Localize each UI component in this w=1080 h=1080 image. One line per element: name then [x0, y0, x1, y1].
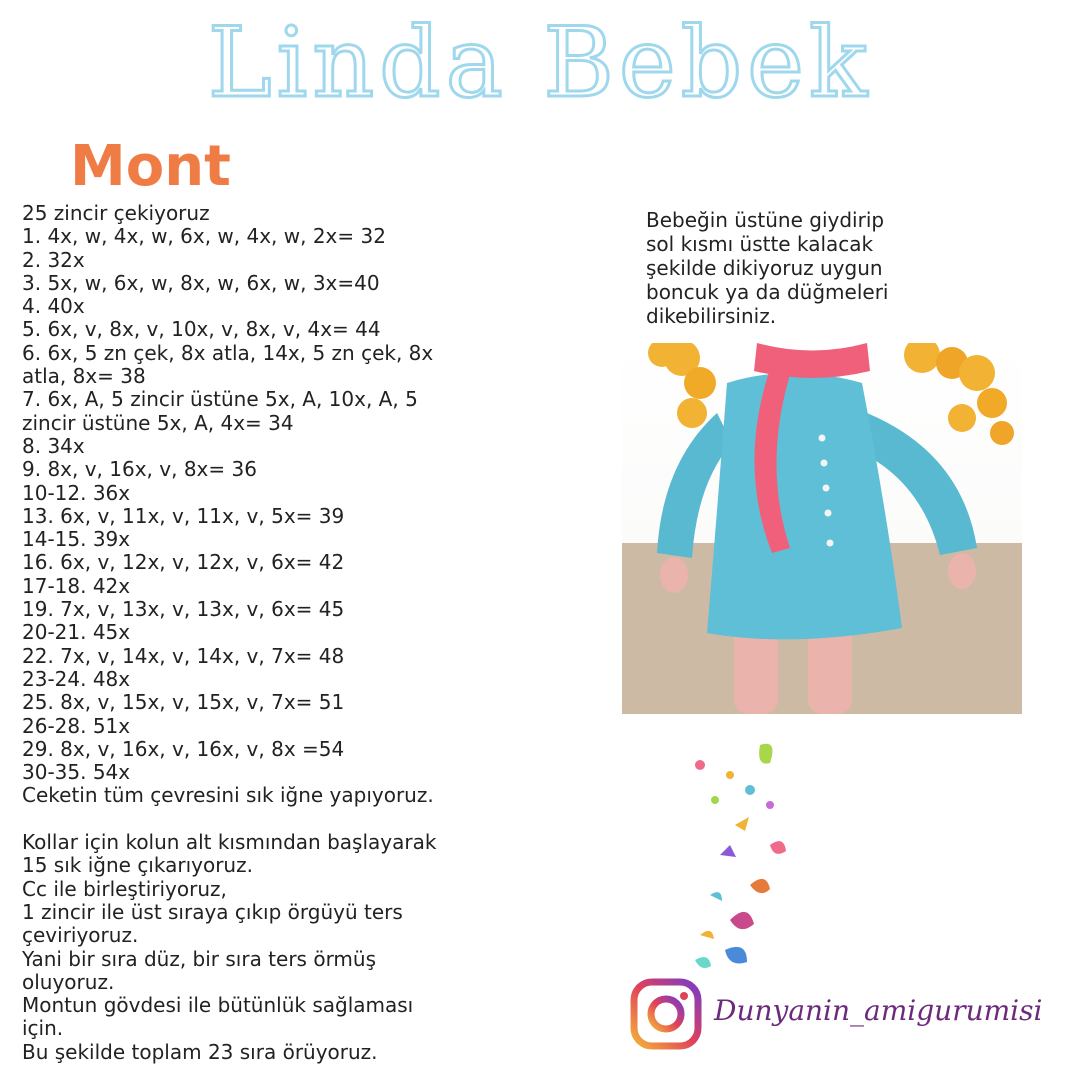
doll-photo [622, 343, 1022, 714]
instruction-line: 2. 32x [22, 247, 85, 272]
instruction-line: 10-12. 36x [22, 480, 131, 505]
side-note [646, 208, 1006, 328]
hair-right [904, 343, 1014, 445]
instruction-line: 3. 5x, w, 6x, w, 8x, w, 6x, w, 3x=40 [22, 270, 380, 295]
side-note-line: Bebeğin üstüne giydirip [646, 208, 885, 232]
coat [707, 373, 902, 639]
instruction-line: Ceketin tüm çevresini sık iğne yapıyoruz. [22, 783, 434, 808]
instruction-line: oluyoruz. [22, 969, 115, 994]
instruction-line: 16. 6x, v, 12x, v, 12x, v, 6x= 42 [22, 550, 345, 575]
instruction-line: 30-35. 54x [22, 760, 131, 785]
instruction-line: 8. 34x [22, 433, 85, 458]
instruction-line: için. [22, 1016, 64, 1041]
side-note-line: sol kısmı üstte kalacak [646, 232, 874, 256]
watermark-text: Dunyanin_amigurumisi [714, 994, 1043, 1027]
instruction-line: 5. 6x, v, 8x, v, 10x, v, 8x, v, 4x= 44 [22, 317, 381, 342]
instruction-line: zincir üstüne 5x, A, 4x= 34 [22, 410, 294, 435]
hand-right [948, 553, 976, 589]
instruction-line: 23-24. 48x [22, 666, 131, 691]
instruction-line: atla, 8x= 38 [22, 364, 146, 389]
instruction-line: 17-18. 42x [22, 573, 131, 598]
instruction-line: 9. 8x, v, 16x, v, 8x= 36 [22, 457, 257, 482]
instruction-line: 19. 7x, v, 13x, v, 13x, v, 6x= 45 [22, 597, 345, 622]
instruction-line: 1. 4x, w, 4x, w, 6x, w, 4x, w, 2x= 32 [22, 224, 386, 249]
side-note-line: boncuk ya da düğmeleri [646, 280, 889, 304]
instruction-line: 25. 8x, v, 15x, v, 15x, v, 7x= 51 [22, 690, 345, 715]
instruction-line: 1 zincir ile üst sıraya çıkıp örgüyü ters [22, 899, 403, 924]
instruction-line: 22. 7x, v, 14x, v, 14x, v, 7x= 48 [22, 643, 345, 668]
instruction-line: 26-28. 51x [22, 713, 131, 738]
instruction-line: Bu şekilde toplam 23 sıra örüyoruz. [22, 1039, 378, 1064]
instruction-line: Cc ile birleştiriyoruz, [22, 876, 227, 901]
instagram-icon [628, 976, 708, 1056]
instruction-list [22, 202, 622, 1064]
instruction-line: 6. 6x, 5 zn çek, 8x atla, 14x, 5 zn çek, 8x [22, 340, 434, 365]
doll-illustration [622, 343, 1022, 714]
hand-left [660, 557, 688, 593]
instruction-line: 15 sık iğne çıkarıyoruz. [22, 853, 253, 878]
instruction-line: 13. 6x, v, 11x, v, 11x, v, 5x= 39 [22, 503, 345, 528]
instruction-line: 29. 8x, v, 16x, v, 16x, v, 8x =54 [22, 736, 345, 761]
instruction-line: Kollar için kolun alt kısmından başlayarak [22, 830, 437, 855]
side-note-line: dikebilirsiniz. [646, 304, 777, 328]
page-title: Linda Bebek [207, 7, 873, 119]
instruction-line: çeviriyoruz. [22, 923, 139, 948]
butterfly-decoration [640, 735, 800, 985]
instruction-line: Montun gövdesi ile bütünlük sağlaması [22, 993, 414, 1018]
instruction-line: 14-15. 39x [22, 527, 131, 552]
instruction-line: 4. 40x [22, 294, 85, 319]
side-note-line: şekilde dikiyoruz uygun [646, 256, 883, 280]
instruction-line: 20-21. 45x [22, 620, 131, 645]
instruction-line: Yani bir sıra düz, bir sıra ters örmüş [22, 946, 377, 971]
section-title: Mont [70, 134, 231, 199]
instruction-line: 25 zincir çekiyoruz [22, 201, 210, 225]
blank-line [22, 808, 622, 831]
watermark [628, 970, 1048, 1060]
instruction-line: 7. 6x, A, 5 zincir üstüne 5x, A, 10x, A, 5 [22, 387, 418, 412]
butterfly-icon [695, 744, 786, 968]
